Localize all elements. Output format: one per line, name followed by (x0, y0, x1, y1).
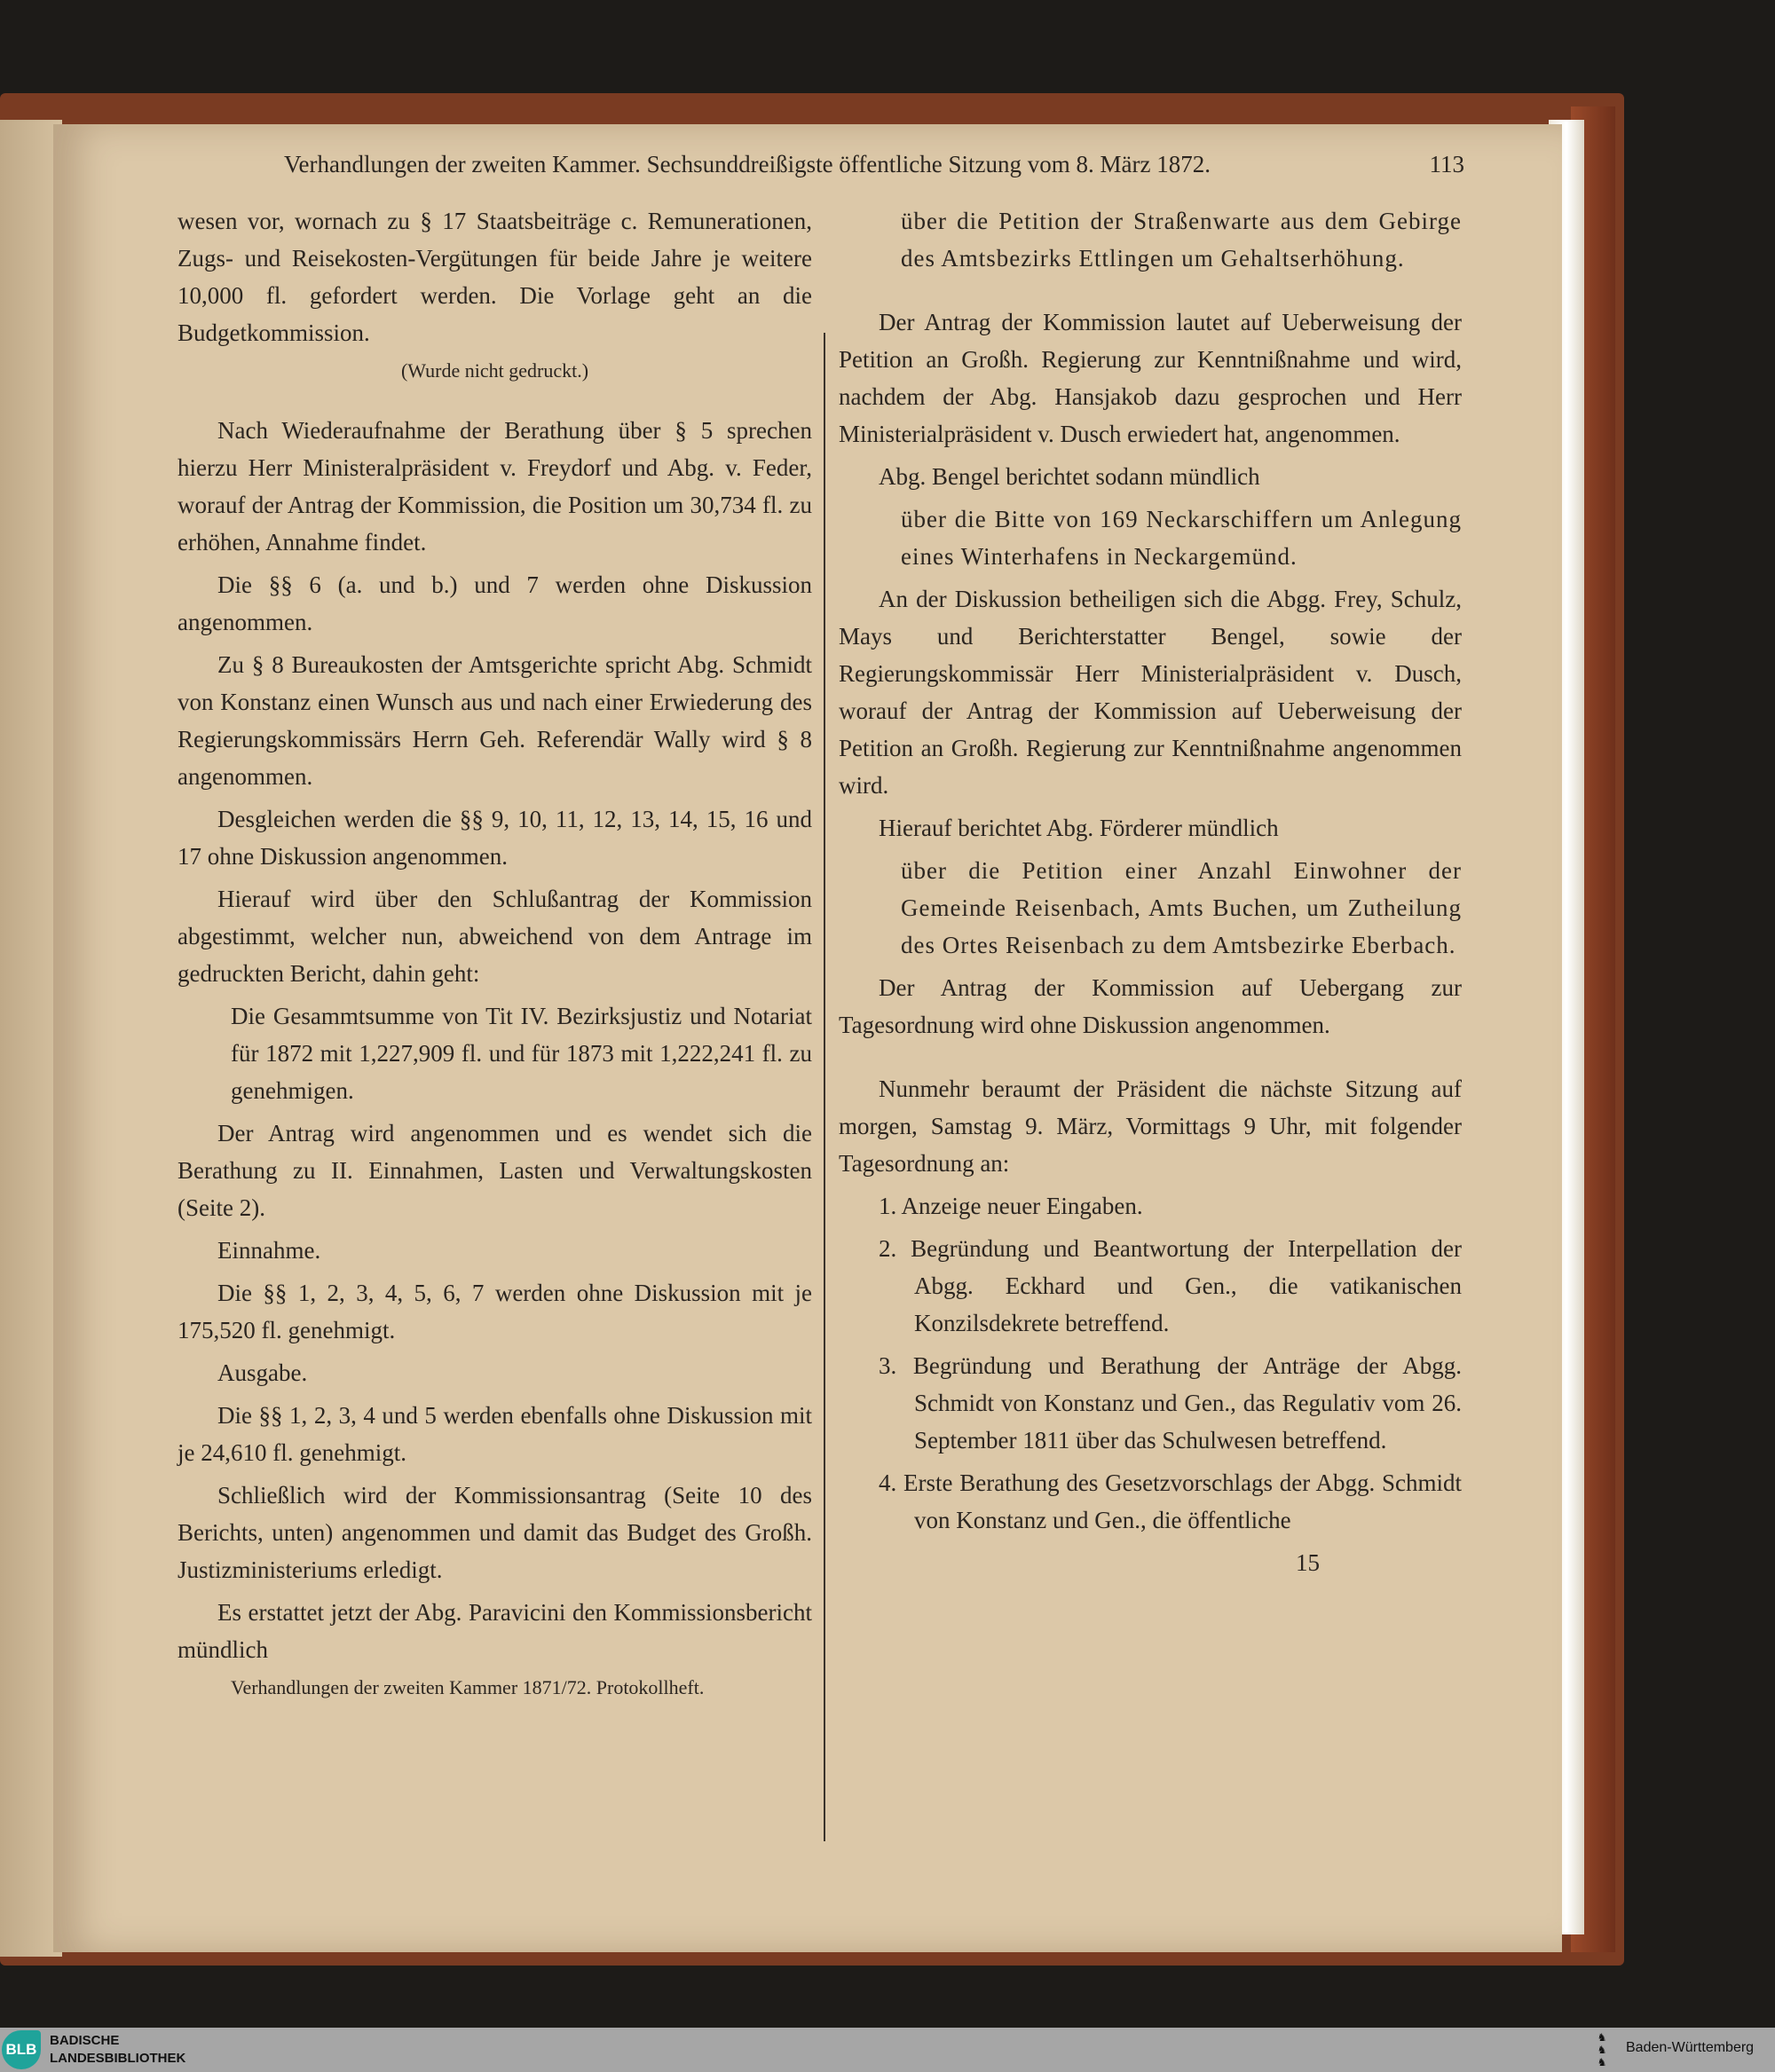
paragraph: Hierauf berichtet Abg. Förderer mündlich (879, 815, 1279, 841)
editorial-note: (Wurde nicht gedruckt.) (400, 359, 589, 382)
paragraph: Es erstattet jetzt der Abg. Paravicini den Kommissionsbericht mündlich (178, 1599, 812, 1663)
paragraph: An der Diskussion betheiligen sich die Abgg. Frey, Schulz, Mays und Berichterstatter Bengel, sowie der Regierungskommissär Herr Ministerialpräsident v. Dusch, worauf der Antrag der Kommission auf Ueberweisung der Petition an Großh. Regierung zur Kenntnißnahme angenommen wird. (839, 586, 1462, 799)
paragraph: Nach Wiederaufnahme der Berathung über § 5 sprechen hierzu Herr Ministeralpräsident v. Freydorf und Abg. v. Feder, worauf der Antrag der Kommission, die Position um 30,734 fl. zu erhöhen, Annahme findet. (178, 417, 812, 555)
library-name[interactable] (50, 2032, 185, 2068)
agenda-item: 2. Begründung und Beantwortung der Interpellation der Abgg. Eckhard und Gen., die vatikanischen Konzilsdekrete betreffend. (879, 1235, 1462, 1336)
paragraph: Zu § 8 Bureaukosten der Amtsgerichte spricht Abg. Schmidt von Konstanz einen Wunsch aus und nach einer Erwiederung des Regierungskommissärs Herrn Geh. Referendär Wally wird § 8 angenommen. (178, 651, 812, 790)
blb-logo[interactable]: BLB (2, 2030, 41, 2069)
paragraph: Der Antrag der Kommission lautet auf Ueberweisung der Petition an Großh. Regierung zur Kenntnißnahme und wird, nachdem der Abg. Hansjakob dazu gesprochen und Herr Ministerialpräsident v. Dusch erwiedert hat, angenommen. (839, 309, 1462, 447)
state-name[interactable]: Baden-Württemberg (1626, 2040, 1755, 2055)
page-footer-note: Verhandlungen der zweiten Kammer 1871/72. Protokollheft. (231, 1676, 705, 1698)
library-name-line-1: BADISCHE (50, 2033, 120, 2048)
column-divider (824, 333, 825, 1841)
agenda-item: 4. Erste Berathung des Gesetzvorschlags der Abgg. Schmidt von Konstanz und Gen., die öffentliche (879, 1469, 1462, 1533)
agenda-item: 1. Anzeige neuer Eingaben. (879, 1193, 1143, 1219)
library-name-line-2: LANDESBIBLIOTHEK (50, 2051, 186, 2066)
footer-bar (0, 2028, 1775, 2072)
paragraph: Desgleichen werden die §§ 9, 10, 11, 12, 13, 14, 15, 16 und 17 ohne Diskussion angenommen. (178, 806, 812, 870)
right-column (839, 202, 1462, 1581)
agenda-item: 3. Begründung und Berathung der Anträge der Abgg. Schmidt von Konstanz und Gen., das Regulativ vom 26. September 1811 über das Schulwesen betreffend. (879, 1352, 1462, 1454)
paragraph: Der Antrag wird angenommen und es wendet sich die Berathung zu II. Einnahmen, Lasten und Verwaltungskosten (Seite 2). (178, 1120, 812, 1221)
left-column (178, 202, 812, 1702)
running-header (284, 149, 1464, 179)
paragraph: Die §§ 1, 2, 3, 4 und 5 werden ebenfalls ohne Diskussion mit je 24,610 fl. genehmigt. (178, 1402, 812, 1466)
paragraph: Abg. Bengel berichtet sodann mündlich (879, 463, 1260, 490)
motion-text: Die Gesammtsumme von Tit IV. Bezirksjustiz und Notariat für 1872 mit 1,227,909 fl. und für 1873 mit 1,222,241 fl. zu genehmigen. (231, 1003, 812, 1104)
petition-title: über die Petition der Straßenwarte aus dem Gebirge des Amtsbezirks Ettlingen um Gehaltserhöhung. (901, 208, 1462, 272)
paragraph: Die §§ 6 (a. und b.) und 7 werden ohne Diskussion angenommen. (178, 571, 812, 635)
lions-coat-of-arms-icon: ♞ ♞ ♞ (1597, 2031, 1607, 2068)
paragraph: wesen vor, wornach zu § 17 Staatsbeiträge c. Remunerationen, Zugs- und Reisekosten-Vergütungen für beide Jahre je weitere 10,000 fl. gefordert werden. Die Vorlage geht an die Budgetkommission. (178, 208, 812, 346)
petition-title: über die Petition einer Anzahl Einwohner der Gemeinde Reisenbach, Amts Buchen, um Zutheilung des Ortes Reisenbach zu dem Amtsbezirke Eberbach. (901, 857, 1462, 958)
paragraph: Die §§ 1, 2, 3, 4, 5, 6, 7 werden ohne Diskussion mit je 175,520 fl. genehmigt. (178, 1280, 812, 1343)
subheading-ausgabe: Ausgabe. (217, 1359, 308, 1386)
subheading-einnahme: Einnahme. (217, 1237, 321, 1264)
paragraph: Schließlich wird der Kommissionsantrag (Seite 10 des Berichts, unten) angenommen und damit das Budget des Großh. Justizministeriums erledigt. (178, 1482, 812, 1583)
signature-mark: 15 (1296, 1549, 1320, 1576)
petition-title: über die Bitte von 169 Neckarschiffern um Anlegung eines Winterhafens in Neckargemünd. (901, 506, 1462, 570)
paragraph: Nunmehr beraumt der Präsident die nächste Sitzung auf morgen, Samstag 9. März, Vormittags 9 Uhr, mit folgender Tagesordnung an: (839, 1075, 1462, 1177)
page-number: 113 (1429, 151, 1464, 177)
paragraph: Hierauf wird über den Schlußantrag der Kommission abgestimmt, welcher nun, abweichend von dem Antrage im gedruckten Bericht, dahin geht: (178, 886, 812, 987)
running-title: Verhandlungen der zweiten Kammer. Sechsunddreißigste öffentliche Sitzung vom 8. März 1872. (284, 151, 1211, 177)
paragraph: Der Antrag der Kommission auf Uebergang zur Tagesordnung wird ohne Diskussion angenommen. (839, 974, 1462, 1038)
